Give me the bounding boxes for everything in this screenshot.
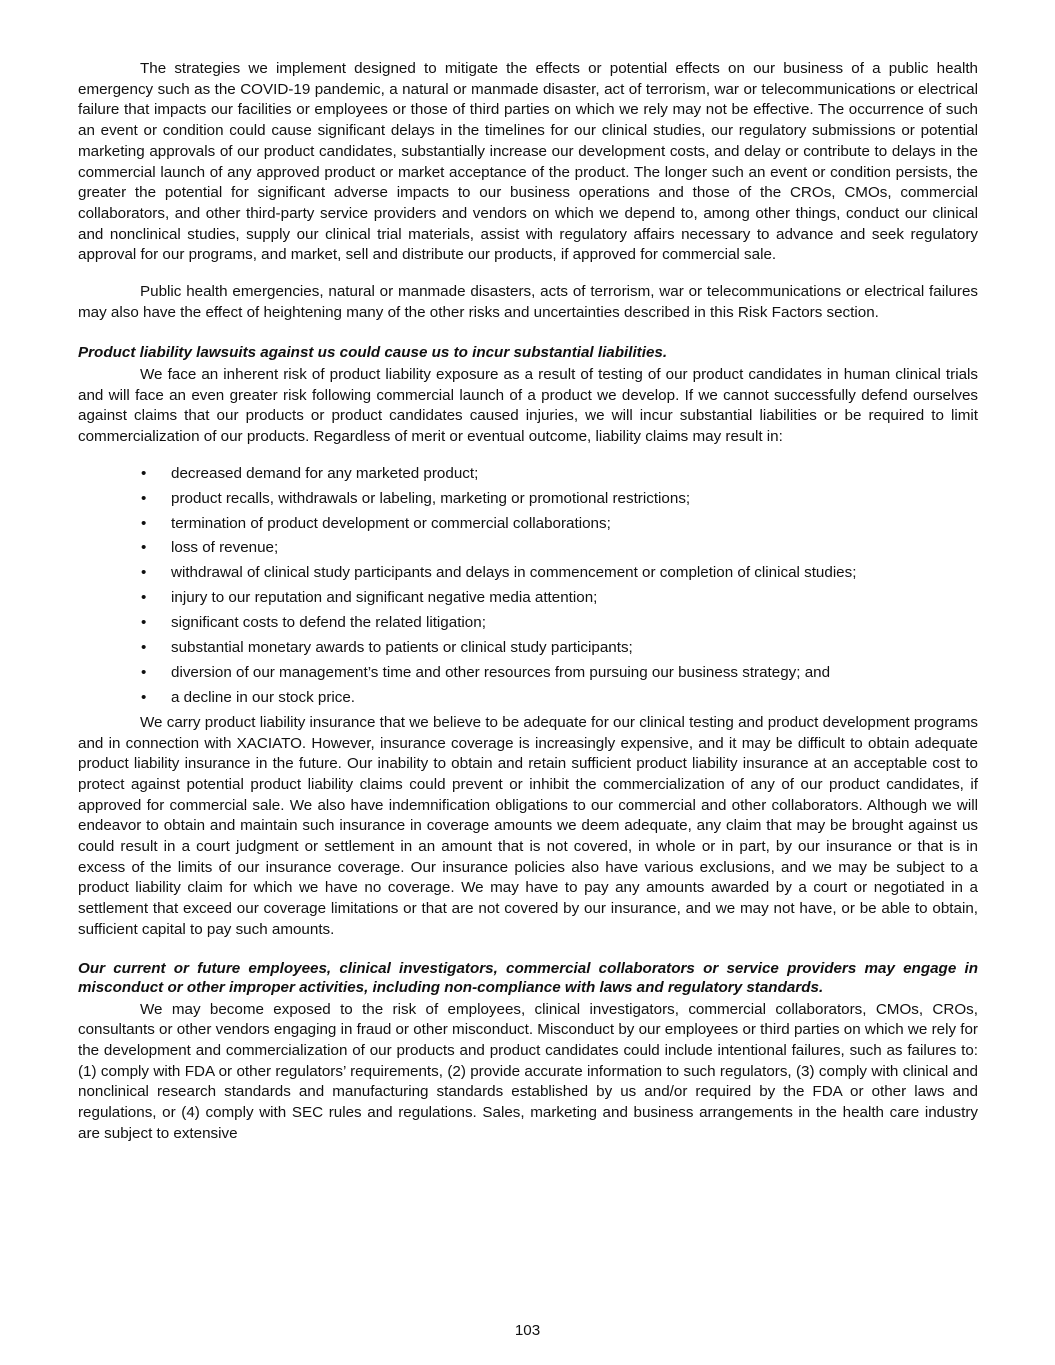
bullet-icon: • — [141, 464, 147, 482]
section-heading-misconduct: Our current or future employees, clinical investigators, commercial collaborators or service providers may engage in misconduct or other improper activities, including non-compliance with laws and regulatory standards. — [78, 959, 978, 997]
liability-consequences-list — [78, 462, 978, 711]
bullet-icon: • — [141, 489, 147, 507]
list-item: • termination of product development or commercial collaborations; — [78, 512, 978, 537]
paragraph-misconduct: We may become exposed to the risk of employees, clinical investigators, commercial collaborators, CMOs, CROs, consultants or other vendors engaging in fraud or other misconduct. Misconduct by our employees or third parties on which we rely for the development and commercialization of our products and product candidates could include intentional failures, such as failures to: (1) comply with FDA or other regulators’ requirements, (2) provide accurate information to such regulators, (3) comply with clinical and nonclinical research standards and manufacturing standards established by us and/or required by the FDA or other laws and regulations, or (4) comply with SEC rules and regulations. Sales, marketing and business arrangements in the health care industry are subject to extensive — [78, 1000, 978, 1142]
list-item: • decreased demand for any marketed product; — [78, 462, 978, 487]
list-item: • a decline in our stock price. — [78, 686, 978, 711]
list-item: • injury to our reputation and significant negative media attention; — [78, 586, 978, 611]
document-page — [78, 59, 978, 1144]
bullet-icon: • — [141, 639, 147, 657]
list-item: • diversion of our management’s time and other resources from pursuing our business strategy; and — [78, 661, 978, 686]
page-number: 103 — [514, 1322, 541, 1339]
bullet-icon: • — [141, 539, 147, 557]
bullet-icon: • — [141, 664, 147, 681]
list-item: • significant costs to defend the related litigation; — [78, 611, 978, 636]
paragraph-insurance: We carry product liability insurance that we believe to be adequate for our clinical testing and product development programs and in connection with XACIATO. However, insurance coverage is increasingly expensive, and it may be difficult to obtain adequate product liability insurance in the future. Our inability to obtain and retain sufficient product liability insurance at an acceptable cost to protect against potential product liability claims could prevent or inhibit the commercialization of any of our product candidates, if approved for commercial sale. We also have indemnification obligations to our commercial and other collaborators. Although we will endeavor to obtain and maintain such insurance in coverage amounts we deem adequate, any claim that may be brought against us could result in a court judgment or settlement in an amount that is not covered, in whole or in part, by our insurance or that is in excess of the limits of our insurance coverage. Our insurance policies also have various exclusions, and we may be subject to a product liability claim for which we have no coverage. We may have to pay any amounts awarded by a court or negotiated in a settlement that exceed our coverage limitations or that are not covered by our insurance, and we may not have, or be able to obtain, sufficient capital to pay such amounts. — [78, 713, 978, 938]
bullet-icon: • — [141, 614, 147, 632]
paragraph-public-health-risks: Public health emergencies, natural or manmade disasters, acts of terrorism, war or telecommunications or electrical failures may also have the effect of heightening many of the other risks and uncertainties described in this Risk Factors section. — [78, 283, 978, 321]
list-item: • substantial monetary awards to patients or clinical study participants; — [78, 636, 978, 661]
list-item: • loss of revenue; — [78, 536, 978, 561]
list-item: • withdrawal of clinical study participants and delays in commencement or completion of clinical studies; — [78, 561, 978, 586]
list-item: • product recalls, withdrawals or labeling, marketing or promotional restrictions; — [78, 487, 978, 512]
bullet-icon: • — [141, 564, 147, 582]
bullet-icon: • — [141, 514, 147, 532]
section-heading-product-liability: Product liability lawsuits against us could cause us to incur substantial liabilities. — [78, 344, 668, 362]
bullet-icon: • — [141, 589, 147, 607]
bullet-icon: • — [141, 688, 147, 706]
paragraph-product-liability-intro: We face an inherent risk of product liability exposure as a result of testing of our product candidates in human clinical trials and will face an even greater risk following commercial launch of a product we develop. If we cannot successfully defend ourselves against claims that our products or product candidates caused injuries, we will incur substantial liabilities or be required to limit commercialization of our products. Regardless of merit or eventual outcome, liability claims may result in: — [78, 365, 978, 446]
paragraph-pandemic-mitigation: The strategies we implement designed to mitigate the effects or potential effects on our business of a public health emergency such as the COVID-19 pandemic, a natural or manmade disaster, act of terrorism, war or telecommunications or electrical failure that impacts our facilities or employees or those of third parties on which we rely may not be effective. The occurrence of such an event or condition could cause significant delays in the timelines for our clinical studies, our regulatory submissions or potential marketing approvals of our product candidates, substantially increase our development costs, and delay or contribute to delays in the commercial launch of any approved product or market acceptance of the product. The longer such an event or condition persists, the greater the potential for significant adverse impacts to our business operations and those of the CROs, CMOs, commercial collaborators, and other third-party service providers and vendors on which we depend to, among other things, conduct our clinical and nonclinical studies, supply our clinical trial materials, assist with regulatory affairs necessary to advance and seek regulatory approval for our programs, and market, sell and distribute our products, if approved for commercial sale. — [78, 60, 978, 264]
